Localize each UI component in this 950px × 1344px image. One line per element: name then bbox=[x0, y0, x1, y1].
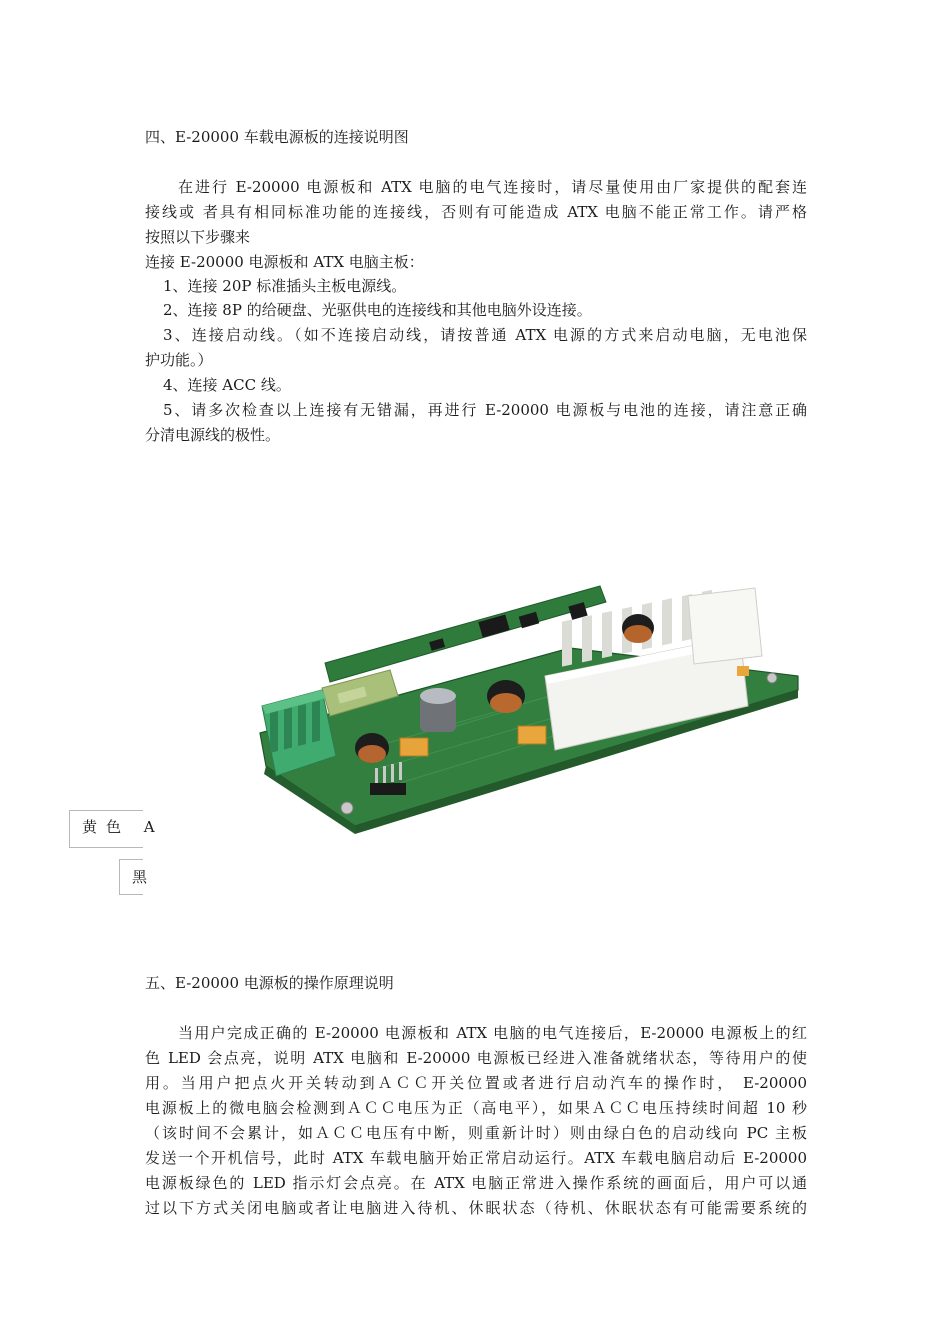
label-yellow-acc: 黄色 A bbox=[69, 810, 143, 848]
section5-line-5: （该时间不会累计，如ＡＣＣ电压有中断，则重新计时）则由绿白色的启动线向 PC 主板 bbox=[145, 1124, 807, 1142]
section4-intro-line-2: 接线或 者具有相同标准功能的连接线，否则有可能造成 ATX 电脑不能正常工作。请严格 bbox=[145, 203, 807, 221]
header-base bbox=[370, 783, 406, 795]
section5-line-8: 过以下方式关闭电脑或者让电脑进入待机、休眠状态（待机、休眠状态有可能需要系统的 bbox=[145, 1199, 807, 1217]
section5-line-3: 用。当用户把点火开关转动到ＡＣＣ开关位置或者进行启动汽车的操作时， E-20000 bbox=[145, 1074, 807, 1092]
section4-heading: 四、E-20000 车载电源板的连接说明图 bbox=[145, 128, 409, 146]
section5-line-6: 发送一个开机信号，此时 ATX 车载电脑开始正常启动运行。ATX 车载电脑启动后 E-20000 bbox=[145, 1149, 807, 1167]
step-1: 1、连接 20P 标准插头主板电源线。 bbox=[163, 277, 407, 295]
power-board-photo bbox=[250, 578, 810, 840]
mount-hole-1 bbox=[341, 802, 353, 814]
mount-hole-2 bbox=[767, 673, 777, 683]
step-5: 5、请多次检查以上连接有无错漏，再进行 E-20000 电源板与电池的连接，请注意正确 bbox=[163, 401, 807, 419]
inductor-3 bbox=[355, 733, 389, 763]
orange-component-3 bbox=[737, 666, 749, 676]
peripheral-connector bbox=[688, 588, 762, 664]
capacitor bbox=[420, 688, 456, 732]
step-4: 4、连接 ACC 线。 bbox=[163, 376, 291, 394]
section4-intro-line-1: 在进行 E-20000 电源板和 ATX 电脑的电气连接时，请尽量使用由厂家提供的配套连 bbox=[178, 178, 807, 196]
section5-heading: 五、E-20000 电源板的操作原理说明 bbox=[145, 974, 394, 992]
section4-sub-heading: 连接 E-20000 电源板和 ATX 电脑主板： bbox=[145, 253, 424, 271]
section5-line-2: 色 LED 会点亮，说明 ATX 电脑和 E-20000 电源板已经进入准备就绪状态，等待用户的使 bbox=[145, 1049, 807, 1067]
section5-line-1: 当用户完成正确的 E-20000 电源板和 ATX 电脑的电气连接后，E-20000 电源板上的红 bbox=[178, 1024, 807, 1042]
step-5-cont: 分清电源线的极性。 bbox=[145, 426, 281, 444]
label-black: 黑 bbox=[119, 859, 143, 895]
orange-component-2 bbox=[518, 726, 546, 744]
inductor-2 bbox=[487, 680, 525, 713]
section5-line-7: 电源板绿色的 LED 指示灯会点亮。在 ATX 电脑正常进入操作系统的画面后，用户可以通 bbox=[145, 1174, 807, 1192]
section4-intro-line-3: 按照以下步骤来 bbox=[145, 228, 251, 246]
step-2: 2、连接 8P 的给硬盘、光驱供电的连接线和其他电脑外设连接。 bbox=[163, 301, 592, 319]
orange-component-1 bbox=[400, 738, 428, 756]
step-3: 3、连接启动线。（如不连接启动线，请按普通 ATX 电源的方式来启动电脑，无电池保 bbox=[163, 326, 807, 344]
step-3-cont: 护功能。） bbox=[145, 351, 213, 369]
section5-line-4: 电源板上的微电脑会检测到ＡＣＣ电压为正（高电平），如果ＡＣＣ电压持续时间超 10 秒 bbox=[145, 1099, 807, 1117]
inductor-1 bbox=[622, 614, 654, 643]
